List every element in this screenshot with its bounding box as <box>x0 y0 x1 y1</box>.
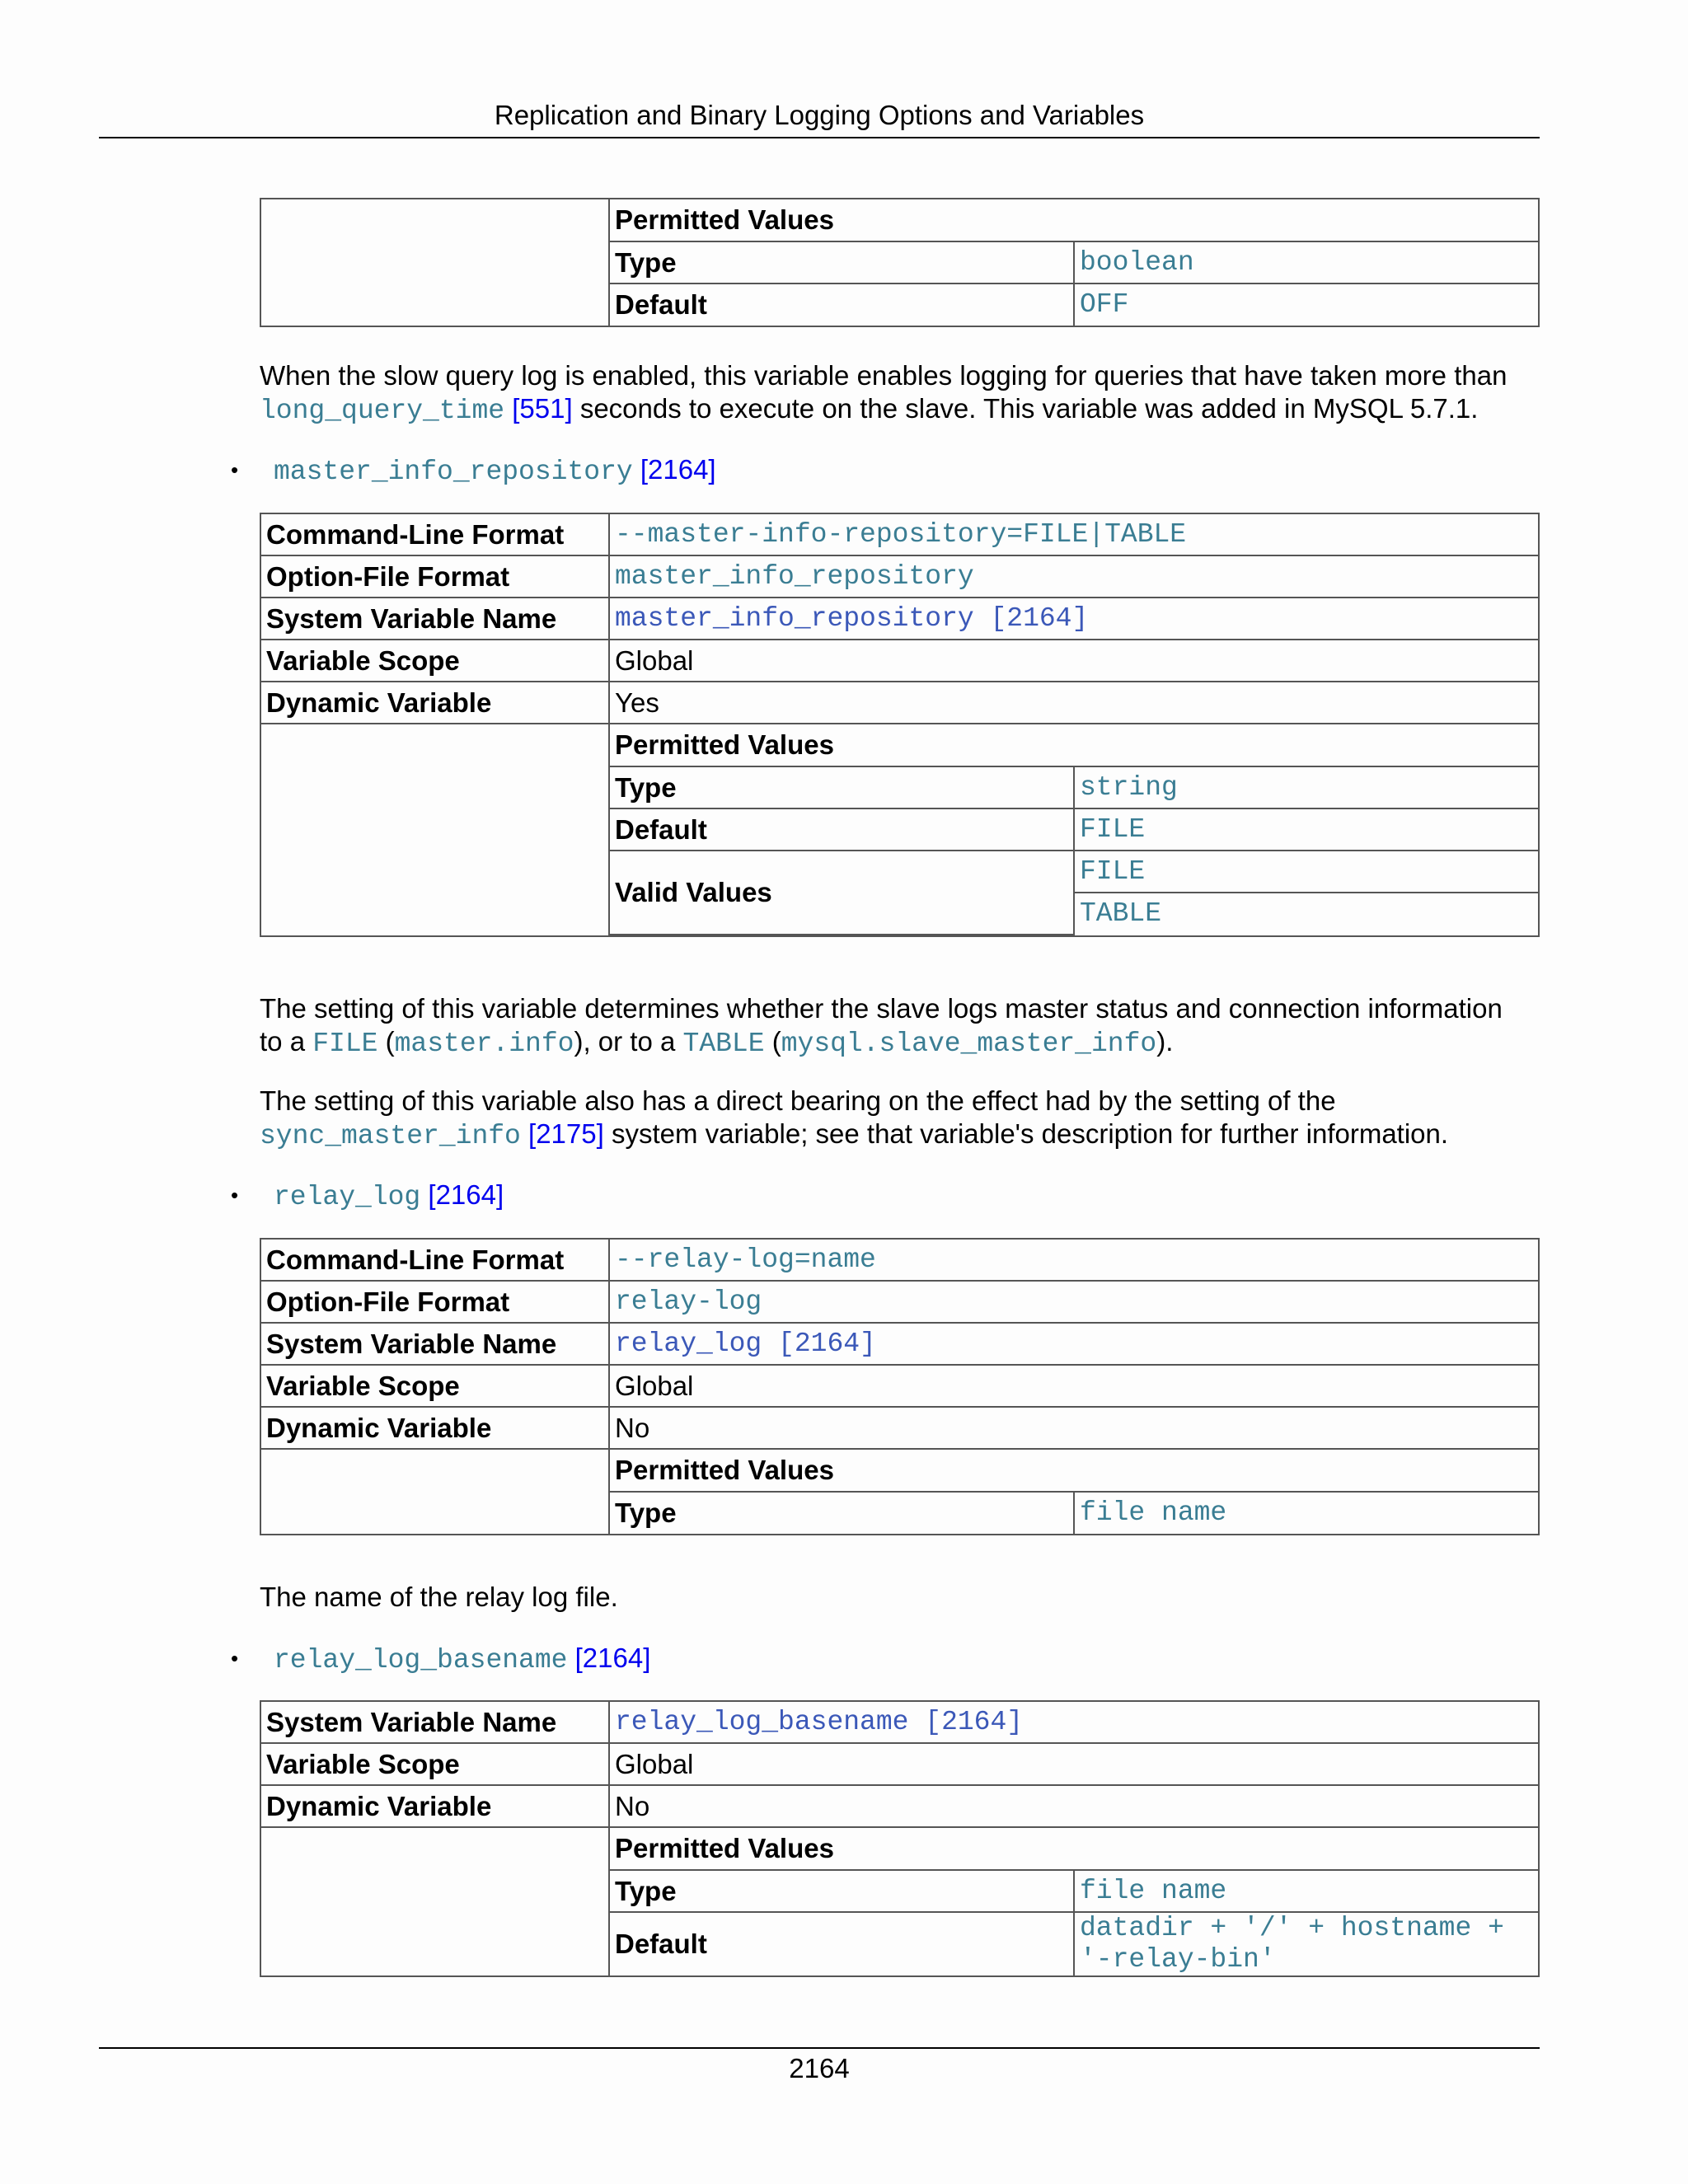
page-number: 2164 <box>789 2053 850 2083</box>
permitted-values-heading: Permitted Values <box>610 199 1538 241</box>
bullet-master-info-repository <box>231 453 716 489</box>
mir-paragraph-1: The setting of this variable determines whether the slave logs master status and connection information to a FILE (master.info), or to a TABLE (mysql.slave_master_info). <box>260 993 1503 1059</box>
xref-link[interactable]: [2164] <box>574 1643 651 1673</box>
table-row: Variable Scope Global <box>260 1365 1539 1407</box>
header-rule <box>99 137 1540 138</box>
permitted-values-heading: Permitted Values <box>610 724 1538 766</box>
empty-cell <box>260 199 609 326</box>
type-value: boolean <box>1074 241 1538 284</box>
bullet-relay-log-basename <box>231 1642 650 1677</box>
table-row: Dynamic Variable No <box>260 1407 1539 1449</box>
permitted-values-subtable: Permitted Values Type file name Default datadir + '/' + hostname + '-relay-bin' <box>610 1828 1538 1975</box>
default-label: Default <box>610 284 1074 326</box>
bullet-dot: • <box>231 1183 239 1207</box>
valid-values-label: Valid Values <box>610 851 1074 935</box>
permitted-values-heading: Permitted Values <box>610 1828 1538 1870</box>
bullet-dot: • <box>231 1646 239 1671</box>
table-row: Dynamic Variable Yes <box>260 682 1539 724</box>
table-row: Option-File Format relay-log <box>260 1281 1539 1323</box>
sysvar-link[interactable]: master_info_repository [2164] <box>609 598 1539 640</box>
relay-log-basename-link[interactable]: relay_log_basename <box>274 1645 568 1675</box>
table-row: Variable Scope Global <box>260 1743 1539 1785</box>
xref-link[interactable]: [2175] <box>528 1118 604 1149</box>
table-row <box>260 1827 1539 1976</box>
permitted-values-subtable: Permitted Values Type file name <box>610 1450 1538 1534</box>
default-value: OFF <box>1074 284 1538 326</box>
permitted-values-table-continued <box>260 198 1540 327</box>
bullet-dot: • <box>231 457 239 482</box>
table-row: System Variable Name master_info_repository [2164] <box>260 598 1539 640</box>
sync-master-info-link[interactable]: sync_master_info <box>260 1121 521 1151</box>
type-label: Type <box>610 241 1074 284</box>
relay-log-table <box>260 1238 1540 1535</box>
xref-link[interactable]: [2164] <box>428 1179 504 1210</box>
sysvar-link[interactable]: relay_log [2164] <box>609 1323 1539 1365</box>
slow-log-paragraph: When the slow query log is enabled, this variable enables logging for queries that have taken more than long_query_time [551] seconds to execute on the slave. This variable was added in MySQL 5.7.1. <box>260 360 1507 426</box>
table-row: Command-Line Format --relay-log=name <box>260 1239 1539 1281</box>
mir-paragraph-2: The setting of this variable also has a direct bearing on the effect had by the setting of the sync_master_info [2175] system variable; see that variable's description for further information. <box>260 1085 1449 1151</box>
table-row: System Variable Name relay_log [2164] <box>260 1323 1539 1365</box>
master-info-repository-link[interactable]: master_info_repository <box>274 457 633 487</box>
xref-link[interactable]: [2164] <box>640 454 716 485</box>
sysvar-link[interactable]: relay_log_basename [2164] <box>609 1701 1539 1743</box>
table-row <box>260 1449 1539 1535</box>
permitted-values-heading: Permitted Values <box>610 1450 1538 1492</box>
table-row <box>260 724 1539 936</box>
xref-link[interactable]: [551] <box>512 393 573 424</box>
relay-log-description: The name of the relay log file. <box>260 1582 618 1612</box>
page-header: Replication and Binary Logging Options and Variables <box>494 100 1145 130</box>
table-row: Dynamic Variable No <box>260 1785 1539 1827</box>
long-query-time-link[interactable]: long_query_time <box>260 396 505 426</box>
permitted-values-subtable: Permitted Values Type string Default FILE Valid Values FILE TABLE <box>610 724 1538 935</box>
permitted-values-subtable <box>610 199 1538 326</box>
table-row: Option-File Format master_info_repository <box>260 555 1539 598</box>
table-row: Variable Scope Global <box>260 640 1539 682</box>
relay-log-link[interactable]: relay_log <box>274 1182 421 1212</box>
bullet-relay-log <box>231 1179 504 1214</box>
table-row: System Variable Name relay_log_basename [2164] <box>260 1701 1539 1743</box>
footer-rule <box>99 2047 1540 2049</box>
table-row: Command-Line Format --master-info-repository=FILE|TABLE <box>260 513 1539 555</box>
master-info-repository-table <box>260 513 1540 937</box>
relay-log-basename-table <box>260 1700 1540 1977</box>
